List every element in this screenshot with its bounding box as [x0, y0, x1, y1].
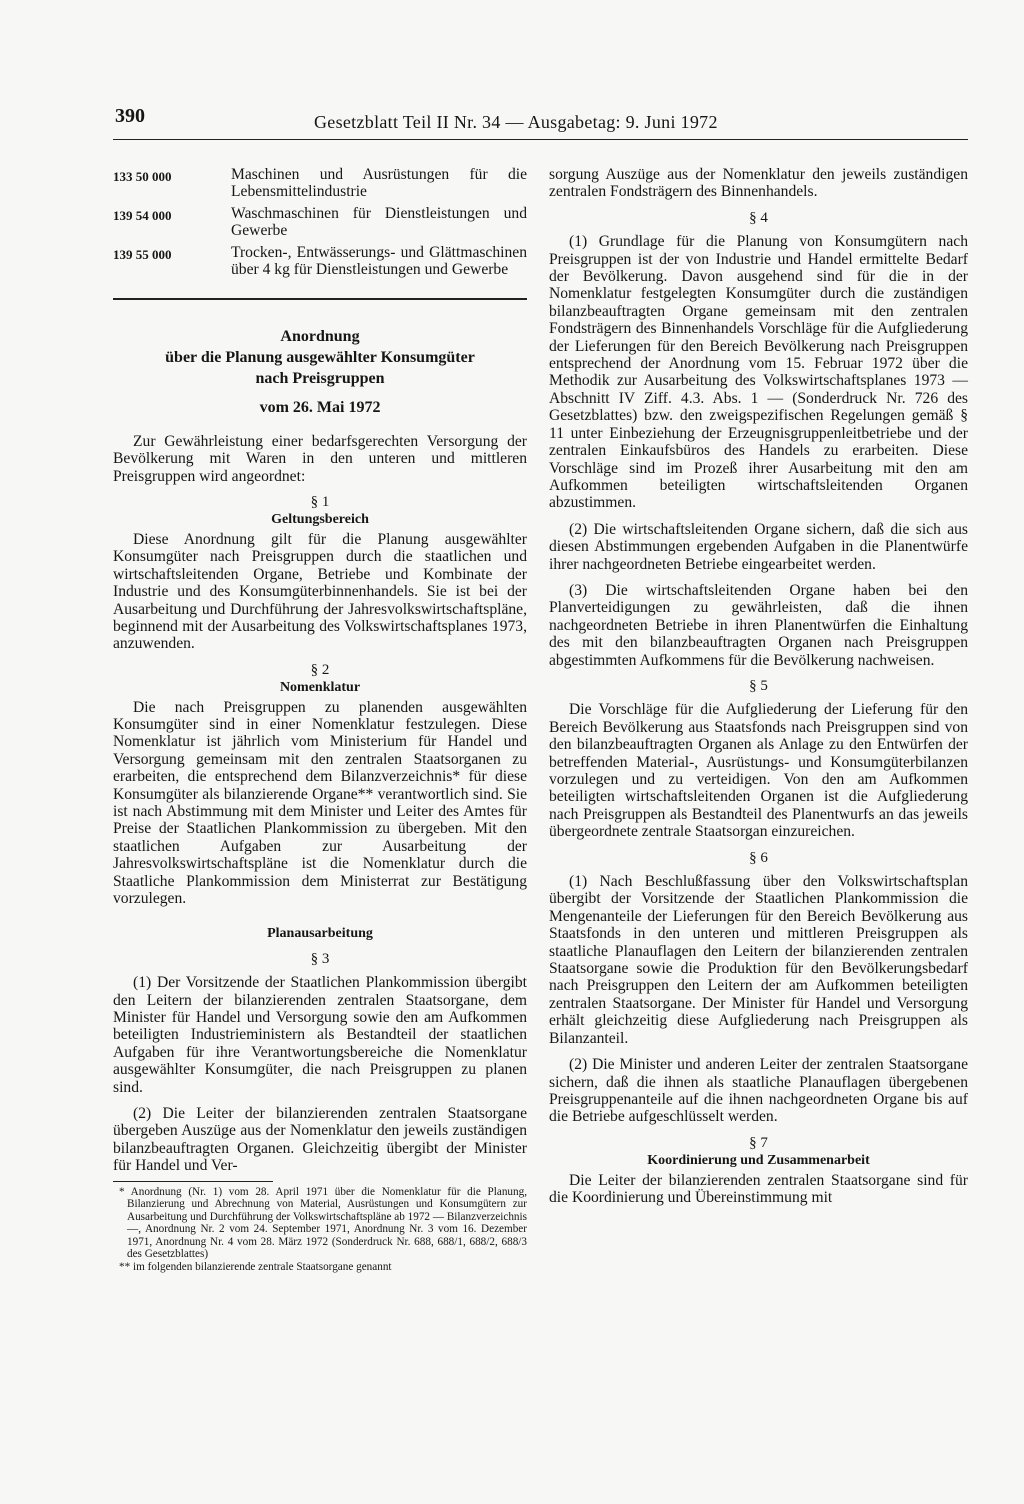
section-paragraph: (2) Die Leiter der bilanzierenden zentralen Staatsorgane übergeben Auszüge aus der Nomenklatur den jeweils zuständigen bilanzbeauftragten Organen. Gleichzeitig übergibt der Minister für Handel und Ver- [113, 1105, 527, 1175]
section-paragraph: (2) Die Minister und anderen Leiter der zentralen Staatsorgane sichern, daß die ihnen als staatliche Planauflagen übergebenen Preisgruppenanteile auf die ihnen nachgeordneten Organe bis auf die Betriebe aufgeschlüsselt werden. [549, 1056, 968, 1126]
section-number: § 4 [749, 209, 768, 226]
header-rule [113, 139, 968, 140]
section-text: Die nach Preisgruppen zu planenden ausgewählten Konsumgüter sind in einer Nomenklatur festzulegen. Diese Nomenklatur ist jährlich vom Ministerium für Handel und Versorgung gemeinsam mit den zentralen Staatsorganen zu erarbeiten, die entsprechend dem Bilanzverzeichnis* für diese Konsumgüter als bilanzierende Organe** verantwortlich sind. Sie ist nach Abstimmung mit dem Minister und Leiter des Amtes für Preise der Staatlichen Plankommission zu übergeben. Mit den staatlichen Aufgaben zur Ausarbeitung der Jahresvolkswirtschaftspläne ist die Nomenklatur durch die Staatliche Plankommission dem Ministerrat zur Bestätigung vorzulegen. [113, 698, 527, 907]
running-head: Gesetzblatt Teil II Nr. 34 — Ausgabetag: 9. Juni 1972 [314, 112, 718, 132]
catalog-code: 139 54 000 [113, 207, 172, 223]
section-title: Geltungsbereich [271, 512, 369, 528]
left-column [113, 166, 527, 1273]
footnote: ** im folgenden bilanzierende zentrale Staatsorgane genannt [119, 1260, 392, 1273]
section-paragraph: (1) Nach Beschlußfassung über den Volkswirtschaftsplan übergibt der Vorsitzende der Staatlichen Plankommission die Mengenanteile der Lieferungen für den Bereich Bevölkerung aus Staatsfonds in den unteren und mittleren Preisgruppen als staatliche Planauflagen den Leitern der bilanzierenden zentralen Staatsorgane sowie die Produktion für den Bevölkerungsbedarf nach Preisgruppen den Leitern der am Aufkommen beteiligten zentralen Staatsorgane. Der Minister für Handel und Versorgung erhält gleichzeitig diese Aufgliederung nach Preisgruppen als Bilanzanteil. [549, 873, 968, 1047]
section-number: § 5 [749, 677, 768, 694]
preamble: Zur Gewährleistung einer bedarfsgerechten Versorgung der Bevölkerung mit Waren in den unteren und mittleren Preisgruppen wird angeordnet: [113, 432, 527, 485]
section-number: § 2 [310, 661, 330, 678]
catalog-code: 139 55 000 [113, 246, 172, 262]
ordinance-title [113, 326, 527, 389]
section-title: Nomenklatur [279, 680, 361, 696]
page-number: 390 [115, 105, 145, 127]
section-number: § 3 [310, 950, 330, 967]
section-title: Koordinierung und Zusammenarbeit [647, 1153, 870, 1169]
right-column [549, 166, 968, 1215]
footnote: * Anordnung (Nr. 1) vom 28. April 1971 über die Nomenklatur für die Planung, Bilanzierung und Abrechnung von Material, Ausrüstungen und Konsumgütern zur Ausarbeitung und Durchführung der Volkswirtschaftspläne ab 1972 — Bilanzverzeichnis —, Anordnung Nr. 2 vom 24. September 1971, Anordnung Nr. 3 vom 16. Dezember 1971, Anordnung Nr. 4 vom 28. März 1972 (Sonderdruck Nr. 688, 688/1, 688/2, 688/3 des Gesetzblattes) [119, 1185, 527, 1261]
title-line: über die Planung ausgewählter Konsumgüter [165, 349, 475, 367]
catalog-item [113, 166, 527, 201]
section-divider [113, 298, 527, 300]
title-line: nach Preisgruppen [255, 370, 385, 388]
section-text: Die Leiter der bilanzierenden zentralen Staatsorgane sind für die Koordinierung und Übereinstimmung mit [549, 1171, 968, 1206]
catalog-code: 133 50 000 [113, 169, 172, 184]
section-paragraph: (1) Grundlage für die Planung von Konsumgütern nach Preisgruppen ist der von Industrie und Handel ermittelte Bedarf der Bevölkerung. Davon ausgehend sind für die in der Nomenklatur festgelegten Konsumgüter durch die zuständigen bilanzbeauftragten Organe gemeinsam mit den zentralen Fondsträgern des Binnenhandels Vorschläge für die Aufgliederung der Lieferungen für den Bereich Bevölkerung nach Preisgruppen entsprechend der Anordnung vom 15. Februar 1972 über die Methodik zur Ausarbeitung des Volkswirtschaftsplanes 1973 — Abschnitt IV Ziff. 4.3. Abs. 1 — (Sonderdruck Nr. 726 des Gesetzblattes) bzw. den zweigspezifischen Regelungen gemäß § 11 unter Einbeziehung der Erzeugnisgruppenleitbetriebe und der zentralen Einkaufsbüros des Handels zu erarbeiten. Diese Vorschläge sind im Prozeß ihrer Ausarbeitung mit den am Aufkommen beteiligten wirtschaftsleitenden Organen abzustimmen. [549, 233, 968, 512]
catalog-text: Maschinen und Ausrüstungen für die Lebensmittelindustrie [231, 166, 527, 201]
section-number: § 1 [310, 494, 330, 511]
planning-heading: Planausarbeitung [267, 926, 373, 942]
catalog-text: Trocken-, Entwässerungs- und Glättmaschinen über 4 kg für Dienstleistungen und Gewerbe [231, 243, 527, 279]
catalog-item [113, 205, 527, 240]
section-paragraph: (2) Die wirtschaftsleitenden Organe sichern, daß die sich aus diesen Abstimmungen ergebenden Aufgaben in die Planentwürfe ihrer nachgeordneten Betriebe eingearbeitet werden. [549, 520, 968, 573]
section-paragraph: (1) Der Vorsitzende der Staatlichen Plankommission übergibt den Leitern der bilanzierenden zentralen Staatsorgane, dem Minister für Handel und Versorgung sowie den am Aufkommen beteiligten Industrieministern als Bestandteil der staatlichen Aufgaben für ihre Verantwortungsbereiche die Nomenklatur ausgewählter Konsumgüter, die nach Preisgruppen zu planen sind. [113, 974, 527, 1096]
section-text: Die Vorschläge für die Aufgliederung der Lieferung für den Bereich Bevölkerung aus Staatsfonds nach Preisgruppen sind von den bilanzbeauftragten Organen als Anlage zu den Entwürfen der betreffenden Material-, Ausrüstungs- und Konsumgüterbilanzen vorzulegen und zu verteidigen. Von den am Aufkommen beteiligten wirtschaftsleitenden Organen ist die Aufgliederung nach Preisgruppen als Bestandteil des Planentwurfs an das jeweils übergeordnete zentrale Staatsorgan einzureichen. [549, 701, 968, 841]
footnote-rule [113, 1181, 273, 1182]
ordinance-date: vom 26. Mai 1972 [259, 399, 381, 417]
section-text: Diese Anordnung gilt für die Planung ausgewählter Konsumgüter nach Preisgruppen durch die staatlichen und wirtschaftsleitenden Organe, Betriebe und Kombinate der Industrie und des Konsumgüterbinnenhandels. Sie ist bei der Ausarbeitung und Durchführung der Jahresvolkswirtschaftspläne, beginnend mit der Ausarbeitung des Volkswirtschaftsplanes 1973, anzuwenden. [113, 530, 527, 653]
section-number: § 7 [749, 1134, 768, 1151]
title-line: Anordnung [280, 328, 360, 346]
catalog-text: Waschmaschinen für Dienstleistungen und Gewerbe [231, 204, 527, 240]
section-paragraph: (3) Die wirtschaftsleitenden Organe haben bei den Planverteidigungen zu gewährleisten, daß die ihnen nachgeordneten Betriebe in ihren Planentwürfen die Einhaltung des mit den bilanzbeauftragten Organen nach Preisgruppen abgestimmten Aufkommens für die Bevölkerung nachweisen. [549, 581, 968, 669]
section-number: § 6 [749, 849, 768, 866]
catalog-item [113, 244, 527, 279]
section-paragraph: sorgung Auszüge aus der Nomenklatur den jeweils zuständigen zentralen Fondsträgern des Binnenhandels. [549, 166, 968, 201]
